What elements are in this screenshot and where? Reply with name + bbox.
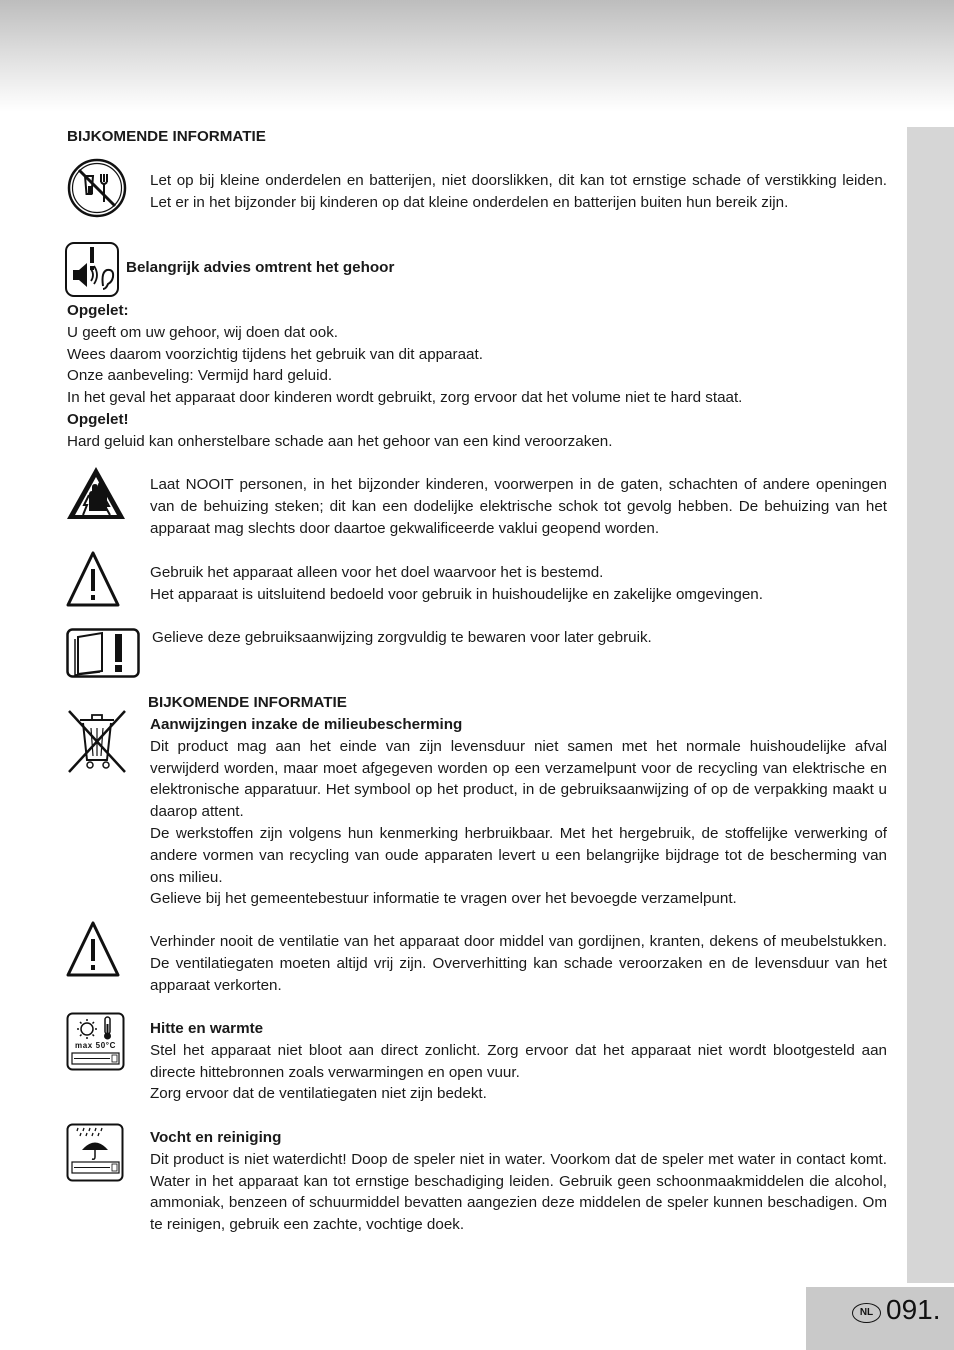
caution-triangle-icon bbox=[66, 550, 120, 608]
usage-line-1: Gebruik het apparaat alleen voor het doel waarvoor het is bestemd. bbox=[150, 564, 604, 581]
heat-icon-label: max 50°C bbox=[75, 1041, 116, 1050]
ventilation-warning-text: Verhinder nooit de ventilatie van het apparaat door middel van gordijnen, kranten, dekens of meubelstukken. De ventilatiegaten moeten altijd vrij zijn. Oververhitting kan schade veroorzaken en de levensduur van het apparaat verkorten. bbox=[150, 933, 887, 994]
hearing-line-1: Opgelet: bbox=[67, 302, 129, 319]
moisture-paragraph-1: Dit product is niet waterdicht! Doop de speler niet in water. Voorkom dat de speler met water in contact komt. Water in het apparaat kan tot ernstige beschadiging leiden. Gebruik geen schoonmaakmiddelen die alcohol, ammoniak, benzeen of schuurmiddel bevatten aangezien deze middelen de speler kunnen beschadigen. Om te reinigen, gebruik een zachte, vochtige doek. bbox=[150, 1150, 887, 1234]
environment-subheading: Aanwijzingen inzake de milieubescherming bbox=[150, 716, 463, 733]
environment-heading: BIJKOMENDE INFORMATIE bbox=[148, 694, 347, 711]
hearing-line-4: Onze aanbeveling: Vermijd hard geluid. bbox=[67, 367, 333, 385]
choking-warning-text: Let op bij kleine onderdelen en batterijen, niet doorslikken, dit kan tot ernstige schade of verstikking leiden. Let er in het bijzonder bij kinderen op dat kleine onderdelen en batterijen buiten hun bereik zijn. bbox=[150, 172, 887, 211]
environment-paragraph-1: Dit product mag aan het einde van zijn levensduur niet samen met het normale huishoudelijke afval verwijderd worden, maar moet afgegeven worden op een verzamelpunt voor de recycling van elektrische en elektronische apparatuur. Het symbool op het product, in de gebruiksaanwijzing of op de verpakking maakt u daarop attent. bbox=[150, 737, 887, 821]
side-tab-bar bbox=[907, 127, 954, 1283]
usage-text-block bbox=[150, 562, 887, 606]
section-title: BIJKOMENDE INFORMATIE bbox=[67, 128, 266, 145]
hearing-title: Belangrijk advies omtrent het gehoor bbox=[126, 259, 395, 276]
heat-temperature-icon bbox=[66, 1012, 125, 1071]
page-number: 091. bbox=[886, 1294, 941, 1325]
language-badge: NL bbox=[852, 1303, 881, 1323]
moisture-text-block bbox=[150, 1127, 887, 1236]
read-manual-icon bbox=[66, 628, 140, 678]
no-food-drink-icon bbox=[67, 158, 127, 218]
environment-text-block bbox=[150, 714, 887, 910]
caution-triangle-icon bbox=[66, 920, 120, 978]
environment-paragraph-3: Gelieve bij het gemeentebestuur informatie te vragen over het bevoegde verzamelpunt. bbox=[150, 890, 737, 908]
moisture-title: Vocht en reiniging bbox=[150, 1129, 282, 1146]
weee-crossed-bin-icon bbox=[66, 706, 128, 774]
heat-paragraph-1: Stel het apparaat niet bloot aan direct zonlicht. Zorg ervoor dat het apparaat niet wordt blootgesteld aan directe hittebronnen zoals verwarmingen en open vuur. bbox=[150, 1041, 887, 1081]
shock-warning-text: Laat NOOIT personen, in het bijzonder kinderen, voorwerpen in de gaten, schachten of andere openingen van de behuizing steken; dit kan een dodelijke elektrische schok tot gevolg hebben. De behuizing van het apparaat mag slechts door daartoe gekwalificeerde vaklui geopend worden. bbox=[150, 476, 887, 537]
hearing-warning-icon bbox=[65, 242, 119, 297]
hearing-line-5: In het geval het apparaat door kinderen wordt gebruikt, zorg ervoor dat het volume niet te hard staat. bbox=[67, 389, 743, 407]
usage-line-2: Het apparaat is uitsluitend bedoeld voor gebruik in huishoudelijke en zakelijke omgevingen. bbox=[150, 585, 763, 603]
heat-title: Hitte en warmte bbox=[150, 1020, 264, 1037]
header-gradient-band bbox=[0, 0, 954, 112]
electric-shock-warning-icon bbox=[65, 465, 127, 521]
hearing-line-2: U geeft om uw gehoor, wij doen dat ook. bbox=[67, 323, 339, 341]
hearing-advice-block bbox=[67, 300, 887, 453]
moisture-umbrella-icon bbox=[66, 1123, 124, 1182]
hearing-line-6: Opgelet! bbox=[67, 410, 129, 428]
manual-keep-text: Gelieve deze gebruiksaanwijzing zorgvuldig te bewaren voor later gebruik. bbox=[152, 629, 652, 646]
environment-paragraph-2: De werkstoffen zijn volgens hun kenmerking herbruikbaar. Met het hergebruik, de stoffelijke verwerking of andere vormen van recycling van oude apparaten levert u een belangrijke bijdrage tot de bescherming van ons milieu. bbox=[150, 824, 887, 886]
heat-paragraph-2: Zorg ervoor dat de ventilatiegaten niet zijn bedekt. bbox=[150, 1085, 487, 1103]
heat-text-block bbox=[150, 1018, 887, 1105]
hearing-line-7: Hard geluid kan onherstelbare schade aan het gehoor van een kind veroorzaken. bbox=[67, 432, 613, 450]
hearing-line-3: Wees daarom voorzichtig tijdens het gebruik van dit apparaat. bbox=[67, 345, 483, 363]
